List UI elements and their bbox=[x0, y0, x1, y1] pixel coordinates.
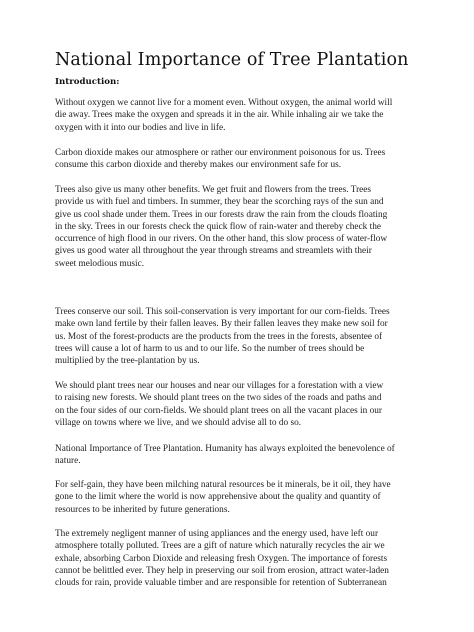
text-line: National Importance of Tree Plantation. Humanity has always exploited the benevolence of bbox=[55, 444, 395, 454]
section-heading-introduction: Introduction: bbox=[55, 77, 120, 87]
text-line: give us cool shade under them. Trees in our forests draw the rain from the clouds floating bbox=[55, 209, 388, 220]
paragraph-plant-trees bbox=[55, 380, 383, 429]
text-line: us. Most of the forest-products are the products from the trees in the forests, absentee of bbox=[55, 331, 383, 342]
text-line: village on towns where we live, and we should advise all to do so. bbox=[55, 417, 302, 428]
text-line: provide us with fuel and timbers. In summer, they bear the scorching rays of the sun and bbox=[55, 197, 384, 208]
text-line: occurrence of high flood in our rivers. On the other hand, this slow process of water-flow bbox=[55, 234, 388, 245]
text-line: Without oxygen we cannot live for a moment even. Without oxygen, the animal world will bbox=[55, 98, 393, 108]
text-line: exhale, absorbing Carbon Dioxide and releasing fresh Oxygen. The importance of forests bbox=[55, 553, 388, 564]
text-line: Trees also give us many other benefits. We get fruit and flowers from the trees. Trees bbox=[55, 185, 372, 195]
text-line: gone to the limit where the world is now apprehensive about the quality and quantity of bbox=[55, 492, 381, 503]
text-line: cannot be belittled ever. They help in preserving our soil from erosion, attract water-laden bbox=[55, 565, 389, 576]
text-line: gives us good water all throughout the year through streams and streamlets with their bbox=[55, 246, 372, 257]
document-title: National Importance of Tree Plantation bbox=[55, 50, 409, 70]
paragraph-national-importance bbox=[55, 443, 395, 468]
text-line: We should plant trees near our houses and near our villages for a forestation with a view bbox=[55, 381, 384, 391]
text-line: to raising new forests. We should plant trees on the two sides of the roads and paths and bbox=[55, 393, 382, 404]
text-line: Trees conserve our soil. This soil-conservation is very important for our corn-fields. Trees bbox=[55, 307, 390, 317]
text-line: resources to be inherited by future generations. bbox=[55, 504, 230, 515]
paragraph-soil-conservation bbox=[55, 306, 390, 367]
text-line: on the four sides of our corn-fields. We should plant trees on all the vacant places in our bbox=[55, 405, 382, 416]
text-line: in the sky. Trees in our forests check the quick flow of rain-water and thereby check the bbox=[55, 221, 381, 232]
paragraph-carbon-dioxide bbox=[55, 147, 385, 172]
text-line: Carbon dioxide makes our atmosphere or rather our environment poisonous for us. Trees bbox=[55, 148, 386, 158]
text-line: consume this carbon dioxide and thereby makes our environment safe for us. bbox=[55, 160, 342, 171]
text-line: die away. Trees make the oxygen and spreads it in the air. While inhaling air we take the bbox=[55, 110, 384, 121]
text-line: nature. bbox=[55, 456, 81, 467]
text-line: sweet melodious music. bbox=[55, 258, 145, 269]
text-line: The extremely negligent manner of using appliances and the energy used, have left our bbox=[55, 529, 379, 539]
text-line: trees will cause a lot of harm to us and to our life. So the number of trees should be bbox=[55, 343, 365, 354]
paragraph-oxygen bbox=[55, 97, 392, 134]
text-line: atmosphere totally polluted. Trees are a gift of nature which naturally recycles the air we bbox=[55, 541, 385, 552]
paragraph-benefits bbox=[55, 184, 387, 270]
text-line: make own land fertile by their fallen leaves. By their fallen leaves they make new soil for bbox=[55, 319, 388, 330]
text-line: For self-gain, they have been milching natural resources be it minerals, be it oil, they have bbox=[55, 480, 391, 490]
text-line: clouds for rain, provide valuable timber and are responsible for retention of Subterranean bbox=[55, 578, 387, 589]
paragraph-negligent-manner bbox=[55, 528, 389, 589]
text-line: multiplied by the tree-plantation by us. bbox=[55, 356, 200, 367]
text-line: oxygen with it into our bodies and live in life. bbox=[55, 122, 226, 133]
paragraph-self-gain bbox=[55, 479, 391, 516]
